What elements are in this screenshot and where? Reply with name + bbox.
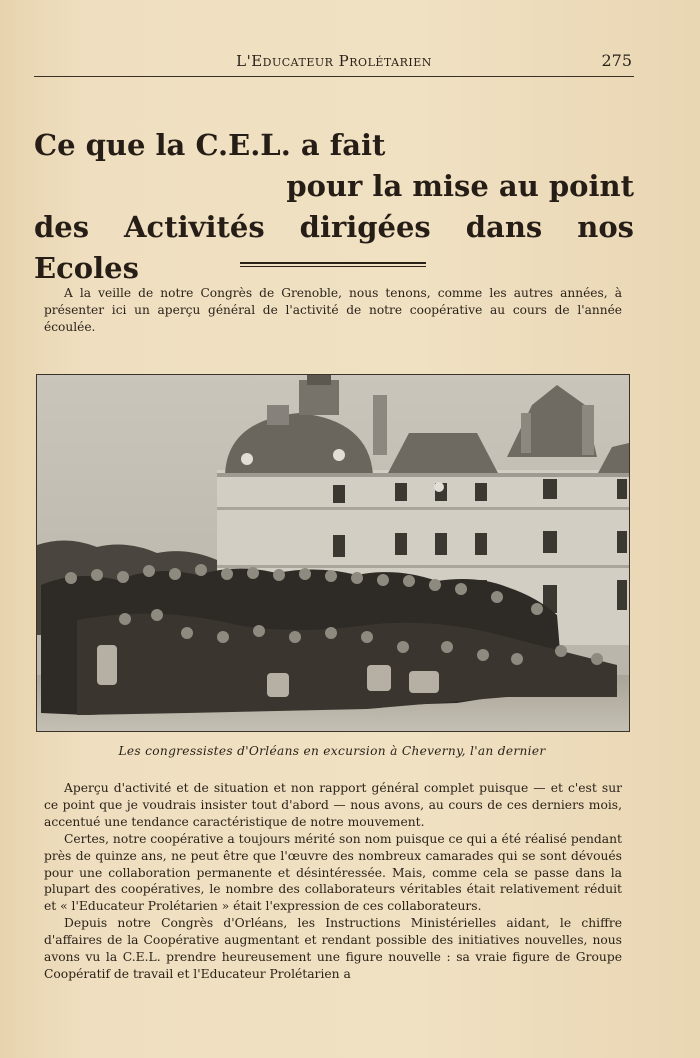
title-line-1: Ce que la C.E.L. a fait <box>34 128 386 162</box>
article-body <box>44 780 622 983</box>
body-paragraph-1: Aperçu d'activité et de situation et non rapport général complet puisque — et c'est sur ce point que je voudrais insister tout d'abord — nous avons, au cours de ces derniers mois, accentué une tendance caractéristique de notre mouvement. <box>44 781 622 829</box>
running-header <box>34 50 634 77</box>
photo-caption: Les congressistes d'Orléans en excursion à Cheverny, l'an dernier <box>118 744 546 758</box>
intro-paragraph: A la veille de notre Congrès de Grenoble, nous tenons, comme les autres années, à présenter ici un aperçu général de l'activité de notre coopérative au cours de l'année écoulée. <box>44 286 622 334</box>
body-paragraph-3: Depuis notre Congrès d'Orléans, les Instructions Ministérielles aidant, le chiffre d'affaires de la Coopérative augmentant et rendant possible des initiatives nouvelles, nous avons vu la C.E.L. prendre heureusement une figure nouvelle : sa vraie figure de Groupe Coopératif de travail et l'Educateur Prolétarien a <box>44 916 622 981</box>
title-line-2: pour la mise au point <box>286 169 634 203</box>
photo-illustration <box>37 375 629 731</box>
title-divider <box>240 262 426 267</box>
title-line-3: des Activités dirigées dans nos Ecoles <box>34 210 634 285</box>
page-number: 275 <box>601 51 632 70</box>
group-photo-cheverny <box>36 374 630 732</box>
body-paragraph-2: Certes, notre coopérative a toujours mérité son nom puisque ce qui a été réalisé pendant près de quinze ans, ne peut être que l'œuvre des nombreux camarades qui se sont dévoués pour une collaboration permanente et désintéressée. Mais, comme cela se passe dans la plupart des coopératives, le nombre des collaborateurs véritables était relativement réduit et « l'Educateur Prolétarien » était l'expression de ces collaborateurs. <box>44 831 622 914</box>
journal-title: L'Educateur Prolétarien <box>236 52 432 70</box>
